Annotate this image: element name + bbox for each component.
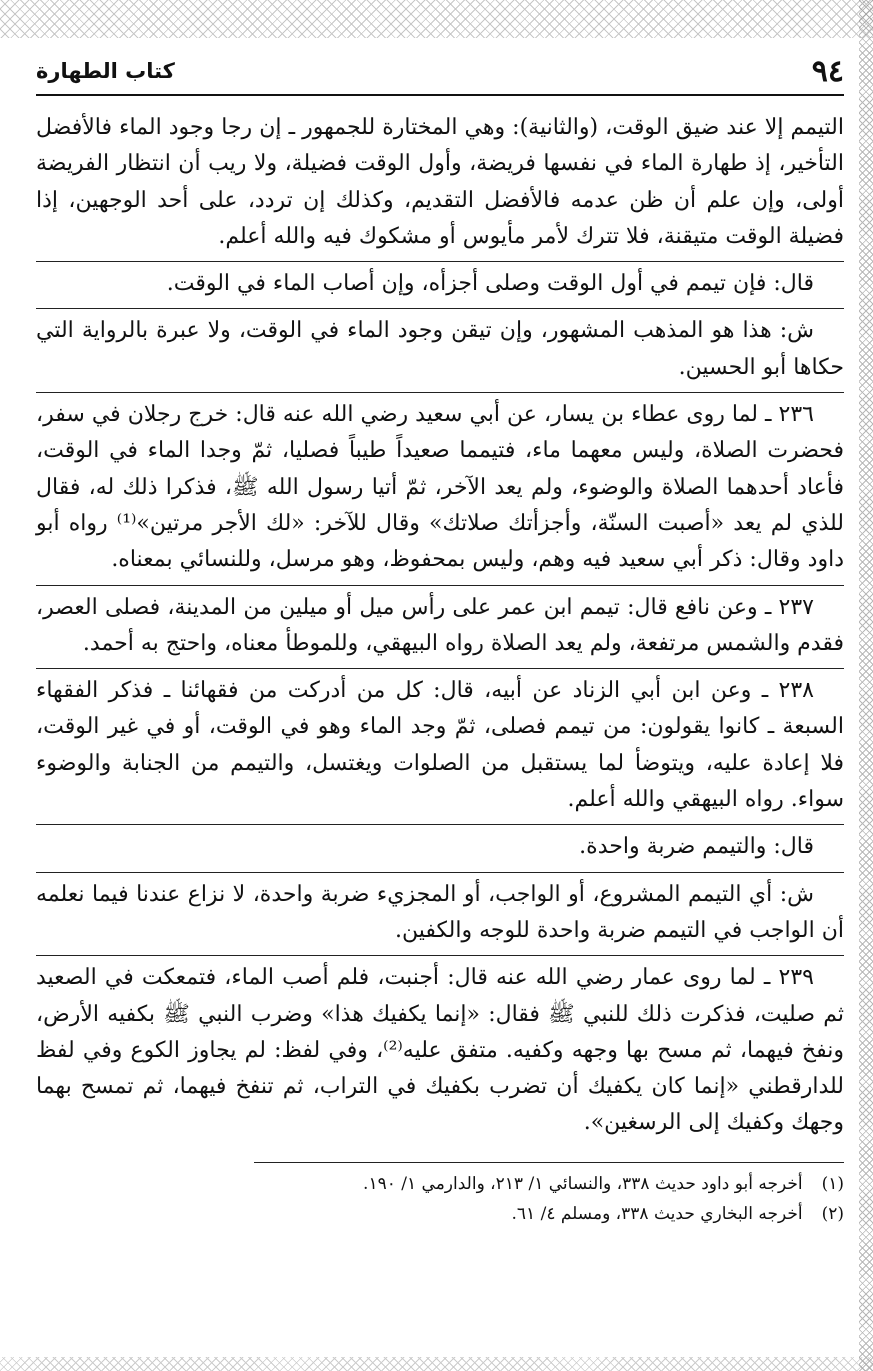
- paragraph-intro: التيمم إلا عند ضيق الوقت، (والثانية): وهي المختارة للجمهور ـ إن رجا وجود الماء فالأفضل التأخير، إذ طهارة الماء في نفسها فريضة، وأول الوقت فضيلة، ولا ريب أن انتظار الفريضة أولى، وإن علم أن ظن عدمه فالأفضل التقديم، وكذلك إن تردد، على أحد الوجهين، إذا فضيلة الوقت متيقنة، فلا تترك لأمر مأيوس أو مشكوك فيه والله أعلم.: [36, 115, 844, 249]
- section-divider: [36, 955, 844, 956]
- top-ornament-border: [0, 0, 873, 38]
- footnote-number: (٢): [821, 1203, 844, 1224]
- footnotes: [254, 1162, 844, 1229]
- footnote-number: (١): [821, 1173, 844, 1194]
- bottom-ornament-border: [0, 1357, 873, 1371]
- book-page: [36, 48, 844, 1229]
- section-divider: [36, 308, 844, 309]
- page-body: [36, 110, 844, 1144]
- footnote-text: أخرجه البخاري حديث ٣٣٨، ومسلم ٤/ ٦١.: [511, 1203, 803, 1224]
- footnote-item: [254, 1169, 844, 1199]
- page-header: [36, 48, 844, 96]
- paragraph-sharh-1: ش: هذا هو المذهب المشهور، وإن تيقن وجود الماء في الوقت، ولا عبرة بالرواية التي حكاها أبو الحسين.: [36, 318, 844, 380]
- paragraph-hadith-239: ٢٣٩ ـ لما روى عمار رضي الله عنه قال: أجنبت، فلم أصب الماء، فتمعكت في الصعيد ثم صليت، فذكرت ذلك للنبي ﷺ فقال: «إنما يكفيك هذا» وضرب النبي ﷺ بكفيه الأرض، ونفخ فيهما، ثم مسح بها وجهه وكفيه. متفق عليه⁽²⁾، وفي لفظ: لم يجاوز الكوع وفي لفظ للدارقطني «إنما كان يكفيك أن تضرب بكفيك في التراب، ثم تنفخ فيهما، ثم تمسح بهما وجهك وكفيك إلى الرسغين».: [36, 965, 844, 1136]
- right-ornament-border: [859, 0, 873, 1371]
- page-number: ٩٤: [811, 53, 844, 89]
- footnote-item: [254, 1199, 844, 1229]
- paragraph-hadith-236: ٢٣٦ ـ لما روى عطاء بن يسار، عن أبي سعيد رضي الله عنه قال: خرج رجلان في سفر، فحضرت الصلاة، وليس معهما ماء، فتيمما صعيداً طيباً فصليا، ثمّ وجدا الماء في الوقت، فأعاد أحدهما الصلاة والوضوء، ولم يعد الآخر، ثمّ أتيا رسول الله ﷺ، فذكرا ذلك له، فقال للذي لم يعد «أصبت السنّة، وأجزأتك صلاتك» وقال للآخر: «لك الأجر مرتين»⁽¹⁾ رواه أبو داود وقال: ذكر أبي سعيد فيه وهم، وليس بمحفوظ، وهو مرسل، وللنسائي بمعناه.: [36, 402, 844, 573]
- paragraph-qal-1: قال: فإن تيمم في أول الوقت وصلى أجزأه، وإن أصاب الماء في الوقت.: [166, 271, 814, 297]
- section-divider: [36, 261, 844, 262]
- paragraph-hadith-238: ٢٣٨ ـ وعن ابن أبي الزناد عن أبيه، قال: كل من أدركت من فقهائنا ـ فذكر الفقهاء السبعة ـ كانوا يقولون: من تيمم فصلى، ثمّ وجد الماء وهو في الوقت، أو في غير الوقت، فلا إعادة عليه، ويتوضأ لما يستقبل من الصلوات ويغتسل، والتيمم من الجنابة والوضوء سواء. رواه البيهقي والله أعلم.: [36, 678, 844, 813]
- section-divider: [36, 872, 844, 873]
- paragraph-qal-2: قال: والتيمم ضربة واحدة.: [579, 834, 814, 860]
- section-divider: [36, 824, 844, 825]
- section-divider: [36, 392, 844, 393]
- paragraph-sharh-2: ش: أي التيمم المشروع، أو الواجب، أو المجزيء ضربة واحدة، لا نزاع عندنا فيما نعلمه أن الواجب في التيمم ضربة واحدة للوجه والكفين.: [36, 881, 844, 943]
- book-title: كتاب الطهارة: [36, 59, 175, 83]
- paragraph-hadith-237: ٢٣٧ ـ وعن نافع قال: تيمم ابن عمر على رأس ميل أو ميلين من المدينة، فصلى العصر، فقدم والشمس مرتفعة، ولم يعد الصلاة رواه البيهقي، وللموطأ معناه، واحتج به أحمد.: [36, 594, 844, 656]
- section-divider: [36, 585, 844, 586]
- section-divider: [36, 668, 844, 669]
- footnote-text: أخرجه أبو داود حديث ٣٣٨، والنسائي ١/ ٢١٣، والدارمي ١/ ١٩٠.: [363, 1173, 803, 1194]
